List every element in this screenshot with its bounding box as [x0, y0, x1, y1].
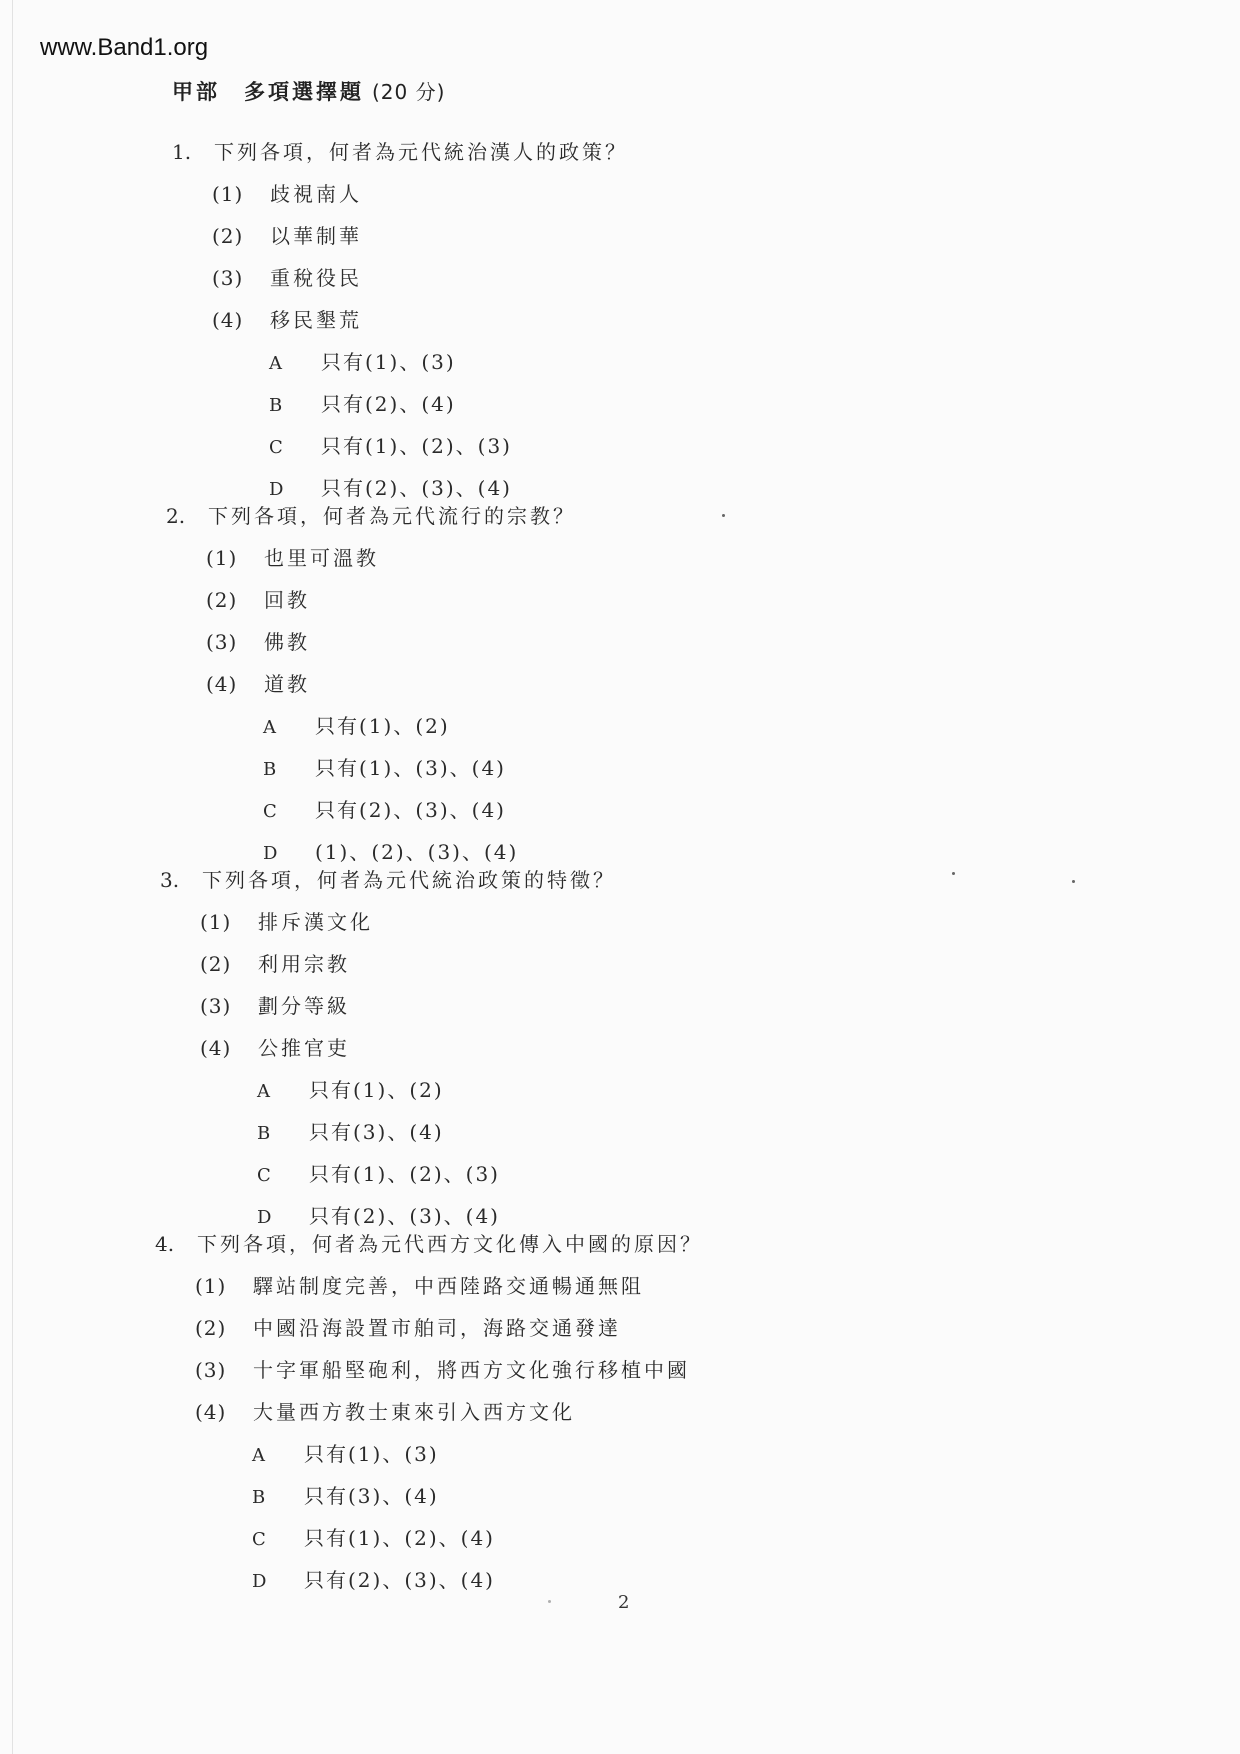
question-number: 4.: [155, 1232, 175, 1256]
answer-option-b[interactable]: B 只有(3)、(4): [252, 1484, 439, 1508]
statement-item: (4) 公推官吏: [200, 1036, 350, 1060]
scan-speck: [548, 1600, 551, 1603]
site-watermark: www.Band1.org: [40, 34, 209, 61]
answer-option-a[interactable]: A 只有(1)、(2): [263, 714, 450, 738]
answer-option-b[interactable]: B 只有(1)、(3)、(4): [263, 756, 506, 780]
question-text: 下列各項，何者為元代西方文化傳入中國的原因？: [197, 1232, 703, 1256]
question-number: 3.: [160, 868, 180, 892]
question-stem: [172, 136, 628, 165]
answer-option-a[interactable]: A 只有(1)、(3): [252, 1442, 439, 1466]
answer-option-c[interactable]: C 只有(1)、(2)、(3): [257, 1162, 500, 1186]
statement-item: (3) 佛教: [206, 630, 310, 654]
statement-item: (4) 大量西方教士東來引入西方文化: [195, 1400, 575, 1424]
statement-item: (2) 回教: [206, 588, 310, 612]
statement-item: (1) 也里可溫教: [206, 546, 379, 570]
question-number: 2.: [166, 504, 186, 528]
statement-item: (4) 移民墾荒: [212, 308, 362, 332]
answer-option-a[interactable]: A 只有(1)、(3): [269, 350, 456, 374]
answer-option-b[interactable]: B 只有(2)、(4): [269, 392, 456, 416]
scan-speck: [722, 514, 725, 517]
statement-item: (3) 十字軍船堅砲利，將西方文化強行移植中國: [195, 1358, 690, 1382]
statement-item: (2) 中國沿海設置市舶司，海路交通發達: [195, 1316, 621, 1340]
answer-option-b[interactable]: B 只有(3)、(4): [257, 1120, 444, 1144]
section-score: (20 分): [372, 80, 446, 104]
page-number: 2: [618, 1592, 630, 1613]
question-stem: [166, 500, 576, 529]
answer-option-d[interactable]: D 只有(2)、(3)、(4): [269, 476, 512, 500]
answer-option-a[interactable]: A 只有(1)、(2): [257, 1078, 444, 1102]
statement-item: (3) 劃分等級: [200, 994, 350, 1018]
question-1: [172, 136, 628, 501]
answer-option-d[interactable]: D 只有(2)、(3)、(4): [252, 1568, 495, 1592]
question-3: [160, 864, 616, 1229]
question-2: [166, 500, 576, 865]
question-text: 下列各項，何者為元代流行的宗教？: [208, 504, 576, 528]
statement-item: (1) 排斥漢文化: [200, 910, 373, 934]
page-edge: [12, 0, 13, 1754]
question-stem: [160, 864, 616, 893]
question-text: 下列各項，何者為元代統治漢人的政策？: [214, 140, 628, 164]
answer-option-c[interactable]: C 只有(1)、(2)、(3): [269, 434, 512, 458]
statement-item: (1) 驛站制度完善，中西陸路交通暢通無阻: [195, 1274, 644, 1298]
statement-item: (4) 道教: [206, 672, 310, 696]
answer-option-d[interactable]: D 只有(2)、(3)、(4): [257, 1204, 500, 1228]
answer-option-c[interactable]: C 只有(2)、(3)、(4): [263, 798, 506, 822]
question-stem: [155, 1228, 703, 1257]
statement-item: (2) 以華制華: [212, 224, 362, 248]
question-text: 下列各項，何者為元代統治政策的特徵？: [202, 868, 616, 892]
scan-speck: [1072, 880, 1075, 883]
answer-option-c[interactable]: C 只有(1)、(2)、(4): [252, 1526, 495, 1550]
section-title-text: 甲部 多項選擇題: [172, 80, 364, 104]
statement-item: (3) 重稅役民: [212, 266, 362, 290]
scan-speck: [952, 872, 955, 875]
question-4: [155, 1228, 703, 1593]
statement-item: (2) 利用宗教: [200, 952, 350, 976]
statement-item: (1) 歧視南人: [212, 182, 362, 206]
answer-option-d[interactable]: D (1)、(2)、(3)、(4): [263, 840, 519, 864]
question-number: 1.: [172, 140, 192, 164]
section-title: [172, 76, 445, 106]
